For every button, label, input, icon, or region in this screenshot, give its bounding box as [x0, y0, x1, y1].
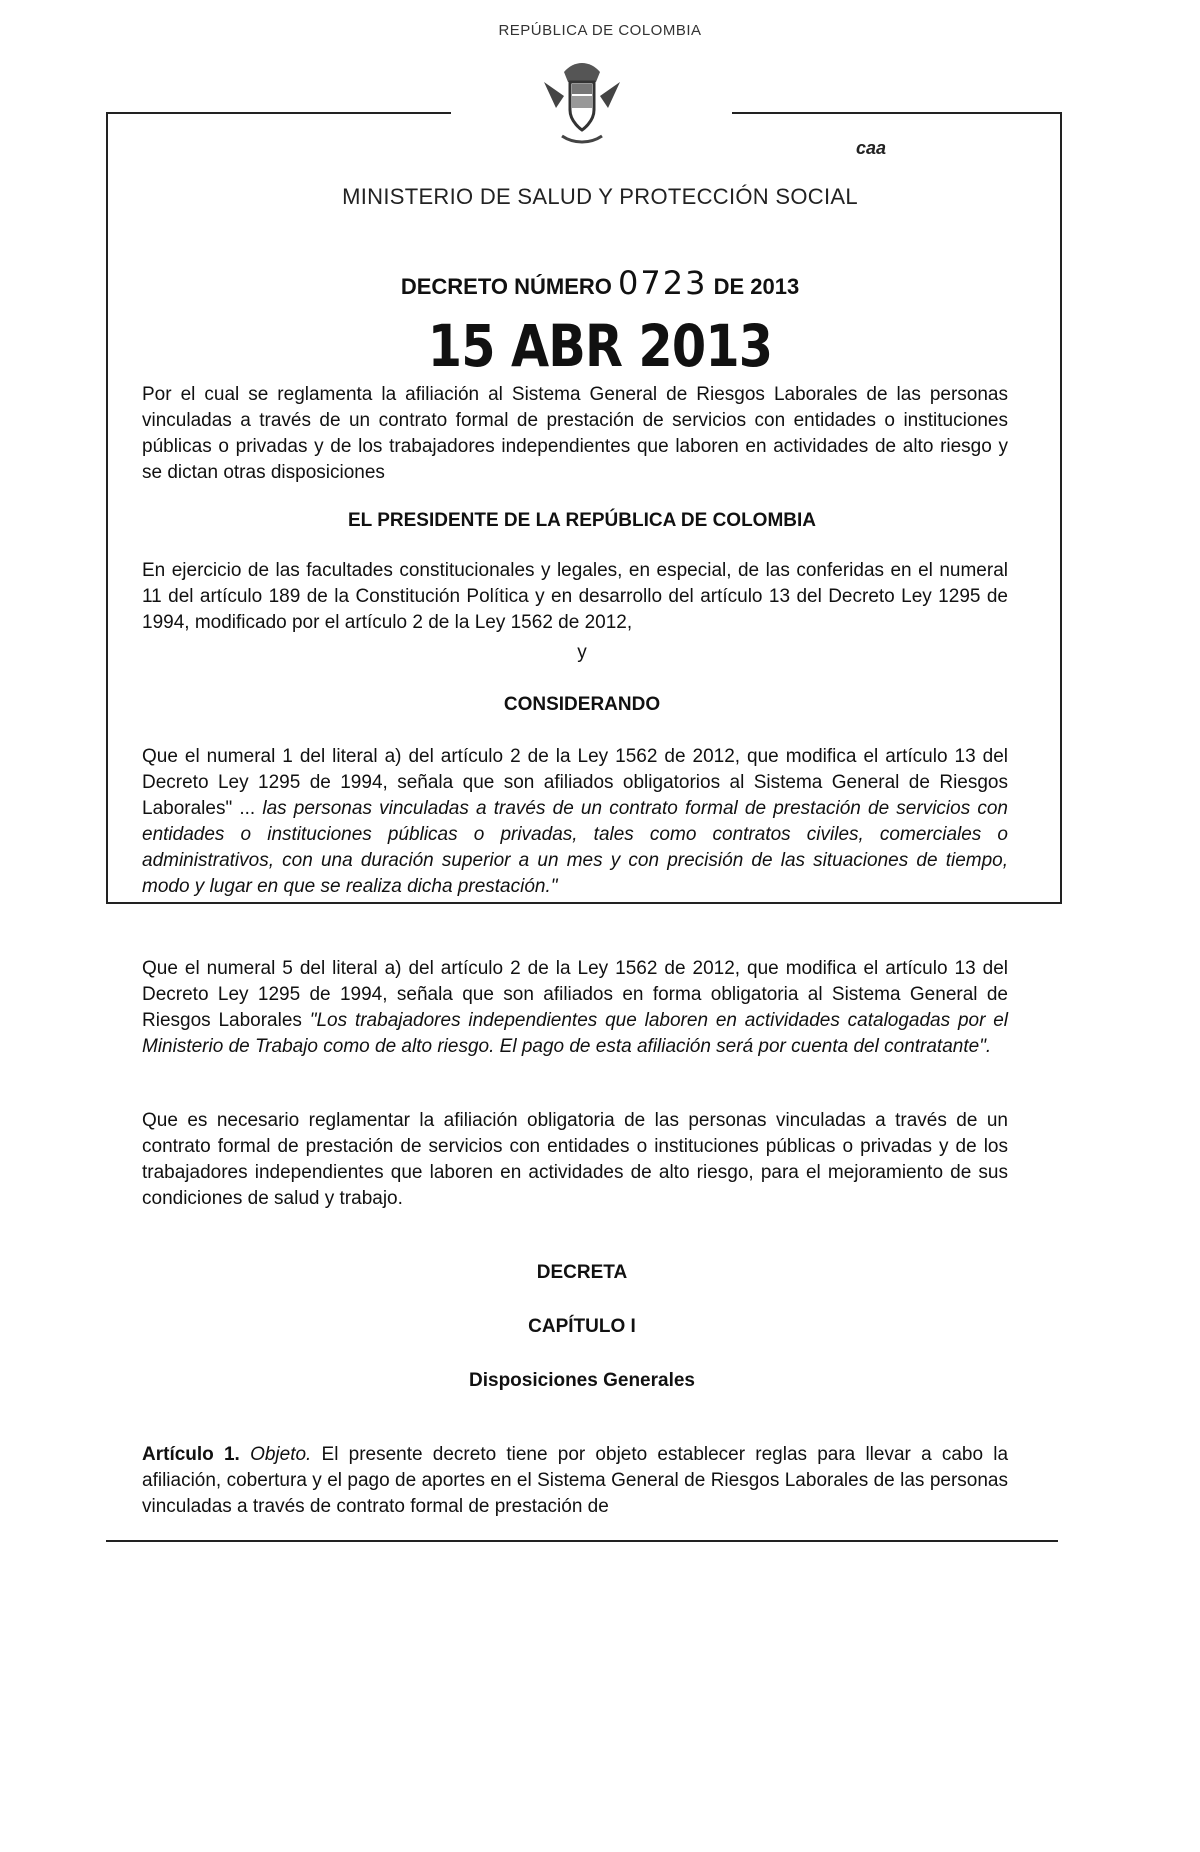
ejercicio-paragraph: En ejercicio de las facultades constitucionales y legales, en especial, de las conferidas en el numeral 11 del artículo 189 de la Constitución Política y en desarrollo del artículo 13 del Decreto Ley 1295 de 1994, modificado por el artículo 2 de la Ley 1562 de 2012,	[142, 560, 1008, 633]
considerando-2-quote: "Los trabajadores independientes que laboren en actividades catalogadas por el Ministerio de Trabajo como de alto riesgo. El pago de esta afiliación será por cuenta del contratante".	[142, 1010, 1009, 1057]
presidente-heading: EL PRESIDENTE DE LA REPÚBLICA DE COLOMBIA	[348, 510, 816, 531]
decreto-number-line	[0, 264, 1200, 302]
decreto-year: DE 2013	[713, 274, 800, 299]
considerando-2-plain: Que el numeral 5 del literal a) del artículo 2 de la Ley 1562 de 2012, que modifica el artículo 13 del Decreto Ley 1295 de 1994, señala que son afiliados en forma obligatoria al Sistema General de Riesgos Laborales	[142, 958, 1008, 1031]
capitulo-heading: CAPÍTULO I	[528, 1316, 636, 1337]
ministerio-header: MINISTERIO DE SALUD Y PROTECCIÓN SOCIAL	[342, 184, 858, 209]
considerando-heading: CONSIDERANDO	[503, 694, 661, 715]
decreto-label: DECRETO NÚMERO	[400, 274, 612, 299]
decreto-number: 0723	[618, 264, 708, 302]
articulo-1	[142, 1442, 1008, 1520]
considerando-1-plain: Que el numeral 1 del literal a) del artículo 2 de la Ley 1562 de 2012, que modifica el artículo 13 del Decreto Ley 1295 de 1994, señala que son afiliados obligatorios al Sistema General de Riesgos Laborales" ...	[142, 746, 1008, 819]
disposiciones-heading: Disposiciones Generales	[469, 1370, 695, 1391]
considerando-1-quote: las personas vinculadas a través de un contrato formal de prestación de servicios con entidades o instituciones públicas o privadas, tales como contratos civiles, comerciales o administrativos, con una duración superior a un mes y con precisión de las situaciones de tiempo, modo y lugar en que se realiza dicha prestación."	[142, 798, 1008, 897]
considerando-2	[142, 956, 1008, 1060]
articulo-1-title: Objeto.	[250, 1444, 312, 1465]
articulo-1-label: Artículo 1.	[142, 1444, 240, 1465]
decreta-heading: DECRETA	[536, 1262, 628, 1283]
articulo-1-text: El presente decreto tiene por objeto establecer reglas para llevar a cabo la afiliación, cobertura y el pago de aportes en el Sistema General de Riesgos Laborales de las personas vinculadas a través de contrato formal de prestación de	[142, 1444, 1009, 1517]
considerando-1	[142, 744, 1008, 900]
initials-mark: caa	[856, 138, 887, 158]
republica-header: REPÚBLICA DE COLOMBIA	[498, 22, 702, 39]
page-bottom-rule	[106, 1540, 1058, 1542]
epigrafe: Por el cual se reglamenta la afiliación al Sistema General de Riesgos Laborales de las personas vinculadas a través de un contrato formal de prestación de servicios con entidades o instituciones públicas o privadas y de los trabajadores independientes que laboren en actividades de alto riesgo y se dictan otras disposiciones	[142, 384, 1008, 483]
considerando-3: Que es necesario reglamentar la afiliación obligatoria de las personas vinculadas a través de un contrato formal de prestación de servicios con entidades o instituciones públicas o privadas y de los trabajadores independientes que laboren en actividades de alto riesgo, para el mejoramiento de sus condiciones de salud y trabajo.	[142, 1110, 1008, 1209]
decreto-date-stamp: 15 ABR 2013	[427, 312, 773, 380]
conjunction-y: y	[577, 642, 587, 663]
